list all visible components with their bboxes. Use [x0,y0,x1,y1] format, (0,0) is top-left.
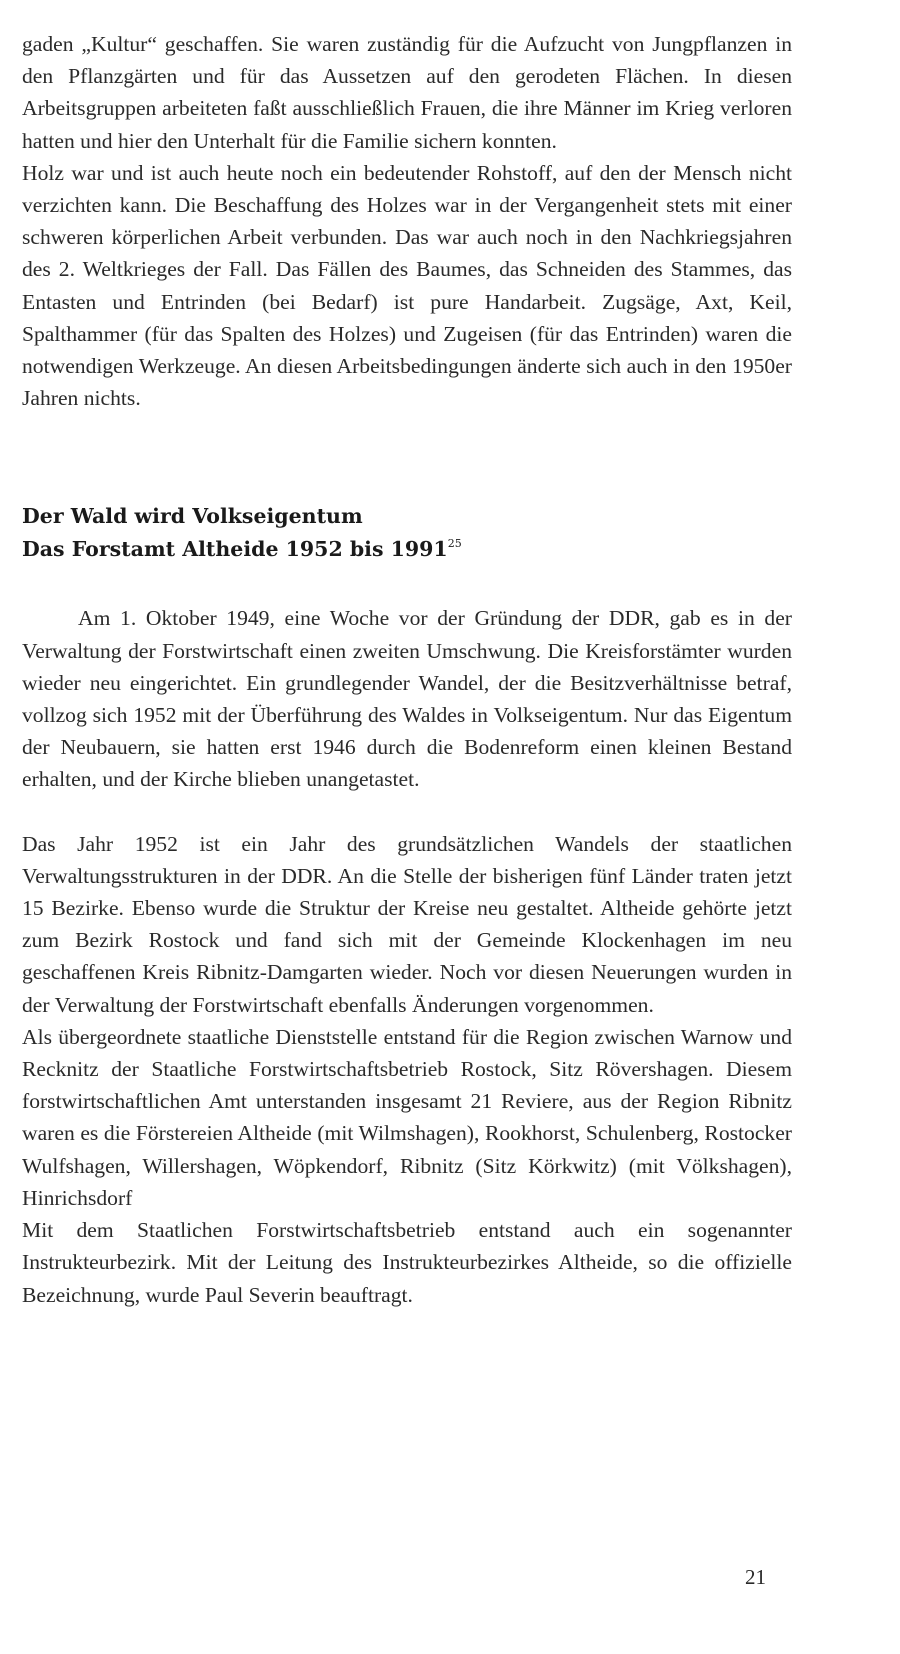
footnote-reference: 25 [447,537,462,551]
paragraph-dienststelle: Als übergeordnete staatliche Dienststelle entstand für die Region zwischen Warnow und Recknitz der Staatliche Forstwirtschaftsbetrieb Rostock, Sitz Rövershagen. Diesem forstwirtschaftlichen Amt unterstanden insgesamt 21 Reviere, aus der Region Ribnitz waren es die Förstereien Altheide (mit Wilmshagen), Rookhorst, Schulenberg, Rostocker Wulfshagen, Willershagen, Wöpkendorf, Ribnitz (Sitz Körkwitz) (mit Völkshagen), Hinrichsdorf [22,1024,792,1210]
heading-line-2: Das Forstamt Altheide 1952 bis 1991 [22,537,448,562]
paragraph-instrukteurbezirk: Mit dem Staatlichen Forstwirtschaftsbetrieb entstand auch ein sogenannter Instrukteurbezirk. Mit der Leitung des Instrukteurbezirkes Altheide, so die offizielle Bezeichnung, wurde Paul Severin beauftragt. [22,1218,792,1307]
heading-line-1: Der Wald wird Volkseigentum [22,504,363,529]
spacer [22,796,792,828]
paragraph-holz: Holz war und ist auch heute noch ein bedeutender Rohstoff, auf den der Mensch nicht verzichten kann. Die Beschaffung des Holzes war in der Vergangenheit stets mit einer schweren körperlichen Arbeit verbunden. Das war auch noch in den Nachkriegsjahren des 2. Weltkrieges der Fall. Das Fällen des Baumes, das Schneiden des Stammes, das Entasten und Entrinden (bei Bedarf) ist pure Handarbeit. Zugsäge, Axt, Keil, Spalthammer (für das Spalten des Holzes) und Zugeisen (für das Entrinden) waren die notwendigen Werkzeuge. An diesen Arbeitsbedingungen änderte sich auch in den 1950er Jahren nichts. [22,160,792,411]
spacer [22,566,792,602]
page-number: 21 [745,1565,766,1589]
page-body [22,28,792,1311]
paragraph-jahr-1952: Das Jahr 1952 ist ein Jahr des grundsätzlichen Wandels der staatlichen Verwaltungsstrukturen in der DDR. An die Stelle der bisherigen fünf Länder traten jetzt 15 Bezirke. Ebenso wurde die Struktur der Kreise neu gestaltet. Altheide gehörte jetzt zum Bezirk Rostock und fand sich mit der Gemeinde Klockenhagen im neu geschaffenen Kreis Ribnitz-Damgarten wieder. Noch vor diesen Neuerungen wurden in der Verwaltung der Forstwirtschaft ebenfalls Änderungen vorgenommen. [22,831,792,1017]
section-heading [22,500,792,566]
paragraph-oktober-1949: Am 1. Oktober 1949, eine Woche vor der Gründung der DDR, gab es in der Verwaltung der Forstwirtschaft einen zweiten Umschwung. Die Kreisforstämter wurden wieder neu eingerichtet. Ein grundlegender Wandel, der die Besitzverhältnisse betraf, vollzog sich 1952 mit der Überführung des Waldes in Volkseigentum. Nur das Eigentum der Neubauern, sie hatten erst 1946 durch die Bodenreform einen kleinen Bestand erhalten, und der Kirche blieben unangetastet. [22,606,792,792]
spacer [22,414,792,500]
paragraph-kultur: gaden „Kultur“ geschaffen. Sie waren zuständig für die Aufzucht von Jungpflanzen in den Pflanzgärten und für das Aussetzen auf den gerodeten Flächen. In diesen Arbeitsgruppen arbeiteten faßt ausschließlich Frauen, die ihre Männer im Krieg verloren hatten und hier den Unterhalt für die Familie sichern konnten. [22,32,792,153]
